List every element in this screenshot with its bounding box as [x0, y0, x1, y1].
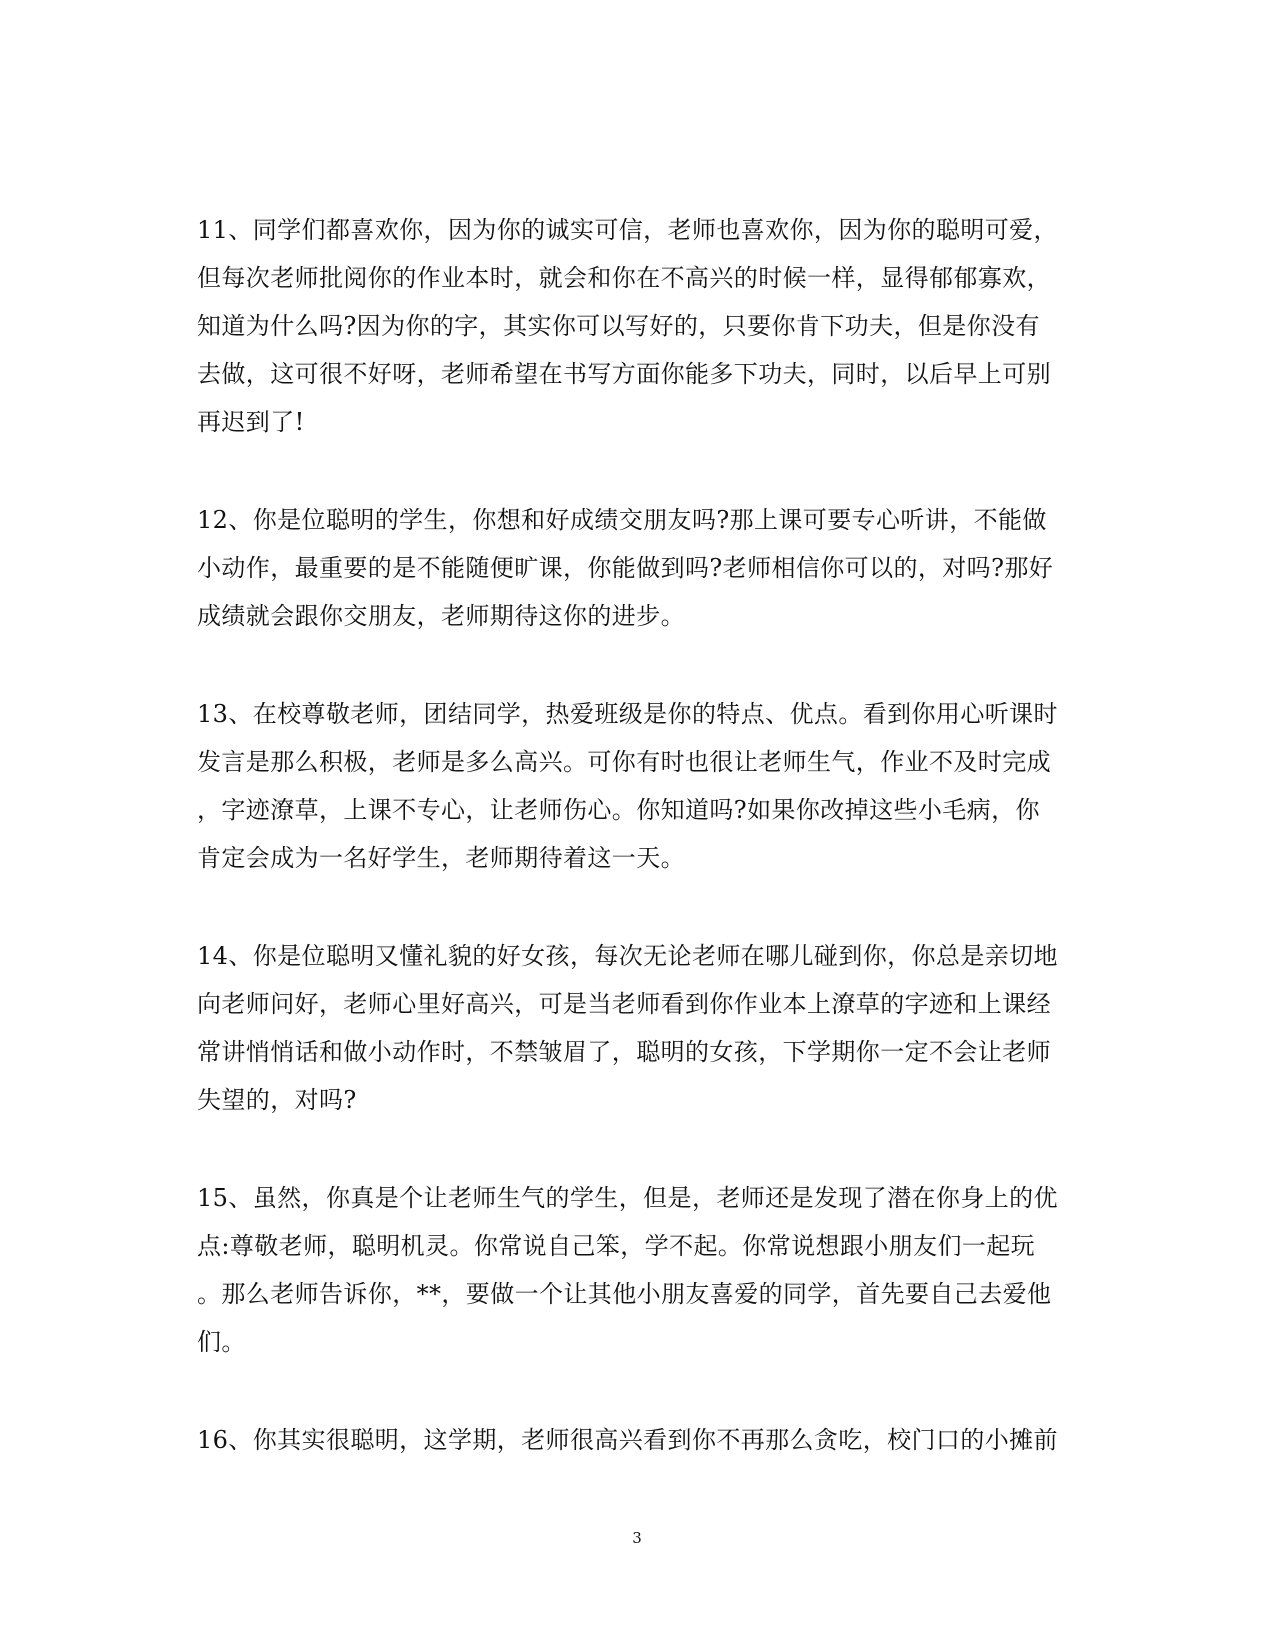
text-line: 常讲悄悄话和做小动作时，不禁皱眉了，聪明的女孩，下学期你一定不会让老师	[197, 1038, 1051, 1066]
text-line: 点:尊敬老师，聪明机灵。你常说自己笨，学不起。你常说想跟小朋友们一起玩	[197, 1232, 1036, 1260]
text-line: 再迟到了!	[197, 408, 305, 436]
text-line: 去做，这可很不好呀，老师希望在书写方面你能多下功夫，同时，以后早上可别	[197, 360, 1051, 388]
text-line: 成绩就会跟你交朋友，老师期待这你的进步。	[197, 602, 685, 630]
text-line: 小动作，最重要的是不能随便旷课，你能做到吗?老师相信你可以的，对吗?那好	[197, 554, 1054, 582]
comment-paragraph-13	[197, 690, 1075, 882]
text-line: 知道为什么吗?因为你的字，其实你可以写好的，只要你肯下功夫，但是你没有	[197, 312, 1040, 340]
text-line: 。那么老师告诉你，**，要做一个让其他小朋友喜爱的同学，首先要自己去爱他	[197, 1280, 1052, 1308]
document-body	[197, 206, 1075, 1514]
text-line: 失望的，对吗?	[197, 1086, 357, 1114]
text-line: 发言是那么积极，老师是多么高兴。可你有时也很让老师生气，作业不及时完成	[197, 748, 1051, 776]
text-line: 13、在校尊敬老师，团结同学，热爱班级是你的特点、优点。看到你用心听课时	[197, 700, 1058, 728]
comment-paragraph-16	[197, 1416, 1075, 1464]
text-line: 15、虽然，你真是个让老师生气的学生，但是，老师还是发现了潜在你身上的优	[197, 1184, 1058, 1212]
text-line: ，字迹潦草，上课不专心，让老师伤心。你知道吗?如果你改掉这些小毛病，你	[197, 796, 1040, 824]
comment-paragraph-15	[197, 1174, 1075, 1366]
text-line: 们。	[197, 1328, 246, 1356]
comment-paragraph-12	[197, 496, 1075, 640]
page-number: 3	[632, 1529, 642, 1547]
text-line: 肯定会成为一名好学生，老师期待着这一天。	[197, 844, 685, 872]
comment-paragraph-11	[197, 206, 1075, 446]
text-line: 12、你是位聪明的学生，你想和好成绩交朋友吗?那上课可要专心听讲，不能做	[197, 506, 1047, 534]
text-line: 14、你是位聪明又懂礼貌的好女孩，每次无论老师在哪儿碰到你，你总是亲切地	[197, 942, 1058, 970]
comment-paragraph-14	[197, 932, 1075, 1124]
text-line: 向老师问好，老师心里好高兴，可是当老师看到你作业本上潦草的字迹和上课经	[197, 990, 1051, 1018]
text-line: 但每次老师批阅你的作业本时，就会和你在不高兴的时候一样，显得郁郁寡欢，	[197, 264, 1051, 292]
text-line: 11、同学们都喜欢你，因为你的诚实可信，老师也喜欢你，因为你的聪明可爱，	[197, 216, 1058, 244]
text-line: 16、你其实很聪明，这学期，老师很高兴看到你不再那么贪吃，校门口的小摊前	[197, 1426, 1058, 1454]
